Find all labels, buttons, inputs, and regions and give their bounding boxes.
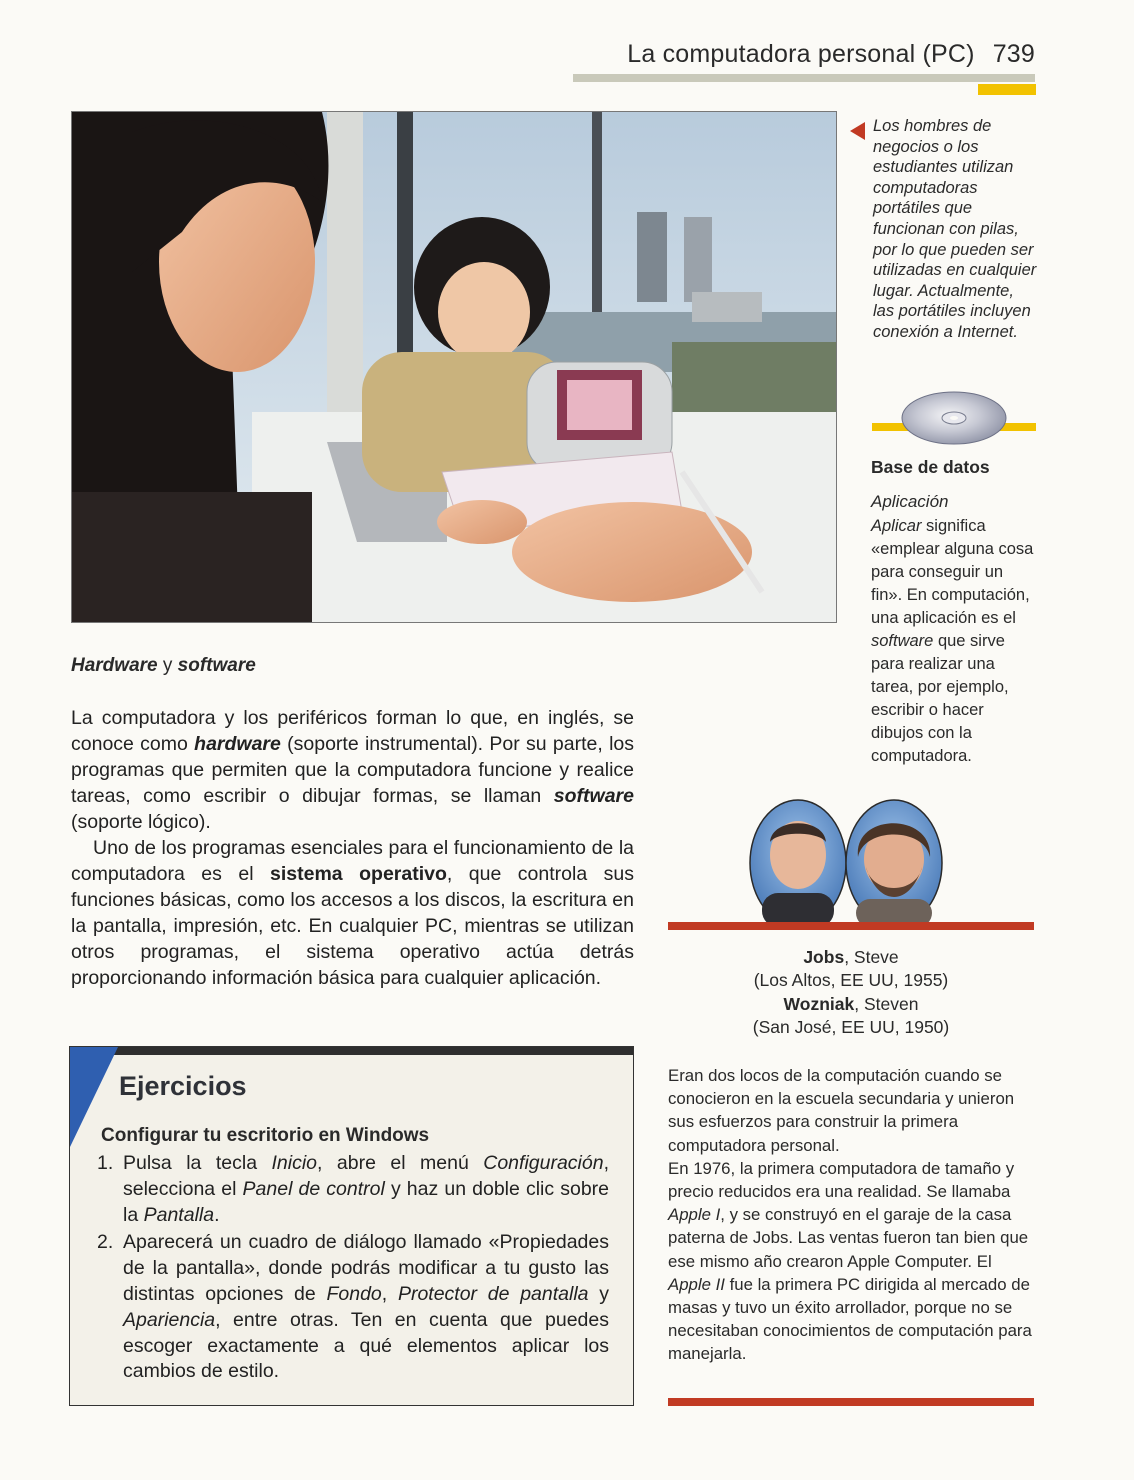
p2-text-b: , que controla sus funciones básicas, como los accesos a los discos, la escritura en la pantalla, impresión, etc. En cualquier PC, mientras se utilizan otros programas, el sistema operativo actúa detrás proporcionando información básica para cualquier aplicación.: [71, 862, 634, 989]
sidebar-term: Aplicación: [871, 492, 949, 511]
bio-paragraph-2: [668, 1157, 1038, 1366]
running-head: [560, 40, 1035, 69]
exercises-box: [69, 1046, 634, 1406]
p1-text-a: La computadora y los periféricos forman lo que, en inglés, se conoce como: [71, 707, 634, 755]
bio-paragraph-1: Eran dos locos de la computación cuando se conocieron en la escuela secundaria y unieron sus esfuerzos para construir la primera computadora personal.: [668, 1066, 1015, 1155]
students-with-pda-photo: [71, 111, 837, 623]
cd-disc-icon: [900, 390, 1008, 446]
exercises-list: [97, 1151, 609, 1387]
header-rule: [573, 74, 1035, 82]
jobs-first-name: , Steve: [844, 947, 899, 967]
heading-software: software: [177, 655, 256, 676]
heading-conjunction: y: [162, 655, 173, 676]
exercises-subtitle: Configurar tu escritorio en Windows: [101, 1125, 430, 1146]
bio-text: fue la primera PC dirigida al mercado de masas y tuvo un éxito arrollador, porque no se necesitaban conocimientos de computación para manejarla.: [668, 1274, 1032, 1364]
biography-top-rule: [668, 922, 1034, 930]
ex1-text: y haz un doble clic sobre la: [123, 1177, 610, 1226]
exercise-item: [97, 1151, 609, 1228]
p1-text-c: (soporte lógico).: [71, 810, 211, 833]
ex1-text: .: [214, 1203, 220, 1226]
wozniak-origin: (San José, EE UU, 1950): [752, 1016, 950, 1037]
wozniak-first-name: , Steven: [854, 993, 919, 1014]
ex1-text: , selecciona el: [123, 1152, 609, 1200]
ex2-fondo: Fondo: [326, 1282, 382, 1305]
p2-text-a: Uno de los programas esenciales para el funcionamiento de la computadora es el: [71, 837, 634, 885]
p2-term-os: sistema operativo: [270, 862, 447, 885]
sidebar-body-text-end: que sirve para realizar una tarea, por ejemplo, escribir o hacer dibujos con la computadora.: [871, 632, 1009, 765]
biography-names: [668, 946, 1034, 1039]
exercises-title: Ejercicios: [119, 1071, 247, 1101]
jobs-name-line: [668, 946, 1034, 969]
bio-apple-ii: Apple II: [668, 1274, 725, 1294]
p1-term-hardware: hardware: [194, 732, 281, 755]
exercise-number: 2.: [97, 1231, 114, 1254]
ex1-text: , abre el menú: [317, 1152, 484, 1174]
chapter-title: La computadora personal (PC): [627, 40, 975, 68]
wozniak-name-line: [668, 993, 1034, 1016]
sidebar-body-text: significa «emplear alguna cosa para conseguir un fin». En computación, una aplicación es el: [871, 517, 1034, 627]
photo-illustration: [72, 112, 836, 622]
bio-text: , y se construyó en el garaje de la casa paterna de Jobs. Las ventas fueron tan bien que ese mismo año crearon Apple Computer. El: [668, 1205, 1029, 1271]
ex1-inicio: Inicio: [271, 1152, 318, 1174]
sidebar-definition: [871, 515, 1037, 768]
wozniak-last-name: Wozniak: [783, 993, 855, 1014]
bio-text: En 1976, la primera computadora de tamaño y precio reducidos era una realidad. Se llamaba: [668, 1158, 1015, 1202]
page-number: 739: [992, 40, 1035, 68]
p1-text-b: (soporte instrumental). Por su parte, los programas que permiten que la computadora funcione y realice tareas, como escribir o dibujar formas, se llaman: [71, 732, 634, 807]
sidebar-body-term: Aplicar: [871, 517, 922, 535]
ex1-panel-control: Panel de control: [242, 1177, 385, 1200]
photo-caption: [852, 116, 1037, 343]
paragraph-hardware-software: [71, 706, 634, 836]
ex1-configuracion: Configuración: [483, 1152, 604, 1174]
exercises-top-bar: [70, 1047, 633, 1055]
ex2-text: Aparecerá un cuadro de diálogo llamado «Propiedades de la pantalla», donde podrás modificar a tu gusto las distintas opciones de: [123, 1231, 609, 1305]
jobs-last-name: Jobs: [803, 947, 845, 967]
paragraph-operating-system: [71, 836, 634, 991]
ex2-text: , entre otras. Ten en cuenta que puedes escoger exactamente a qué elementos aplicar los cambios de estilo.: [123, 1308, 609, 1383]
jobs-origin: (Los Altos, EE UU, 1955): [753, 970, 949, 991]
ex2-protector: Protector de pantalla: [397, 1282, 589, 1305]
biography-bottom-rule: [668, 1398, 1034, 1406]
header-accent-bar: [978, 84, 1036, 95]
ex2-text: ,: [381, 1282, 398, 1305]
photo-caption-text: Los hombres de negocios o los estudiantes utilizan computadoras portátiles que funcionan con pilas, por lo que pueden ser utilizadas en cualquier lugar. Actualmente, las portátiles incluyen conexión a Internet.: [873, 117, 1037, 341]
p1-term-software: software: [553, 784, 634, 807]
section-heading: [71, 655, 256, 677]
exercise-number: 1.: [97, 1152, 114, 1174]
bio-apple-i: Apple I: [668, 1205, 721, 1225]
ex2-apariencia: Apariencia: [123, 1308, 216, 1331]
ex1-pantalla: Pantalla: [143, 1203, 215, 1226]
jobs-wozniak-portraits: [748, 797, 948, 929]
ex1-text: Pulsa la tecla: [123, 1152, 272, 1174]
sidebar-title: Base de datos: [871, 457, 990, 477]
sidebar-body-software: software: [871, 632, 934, 650]
exercise-item: [97, 1230, 609, 1385]
heading-hardware: Hardware: [71, 655, 158, 676]
ex2-text: y: [588, 1282, 609, 1305]
biography-text: [668, 1064, 1038, 1366]
